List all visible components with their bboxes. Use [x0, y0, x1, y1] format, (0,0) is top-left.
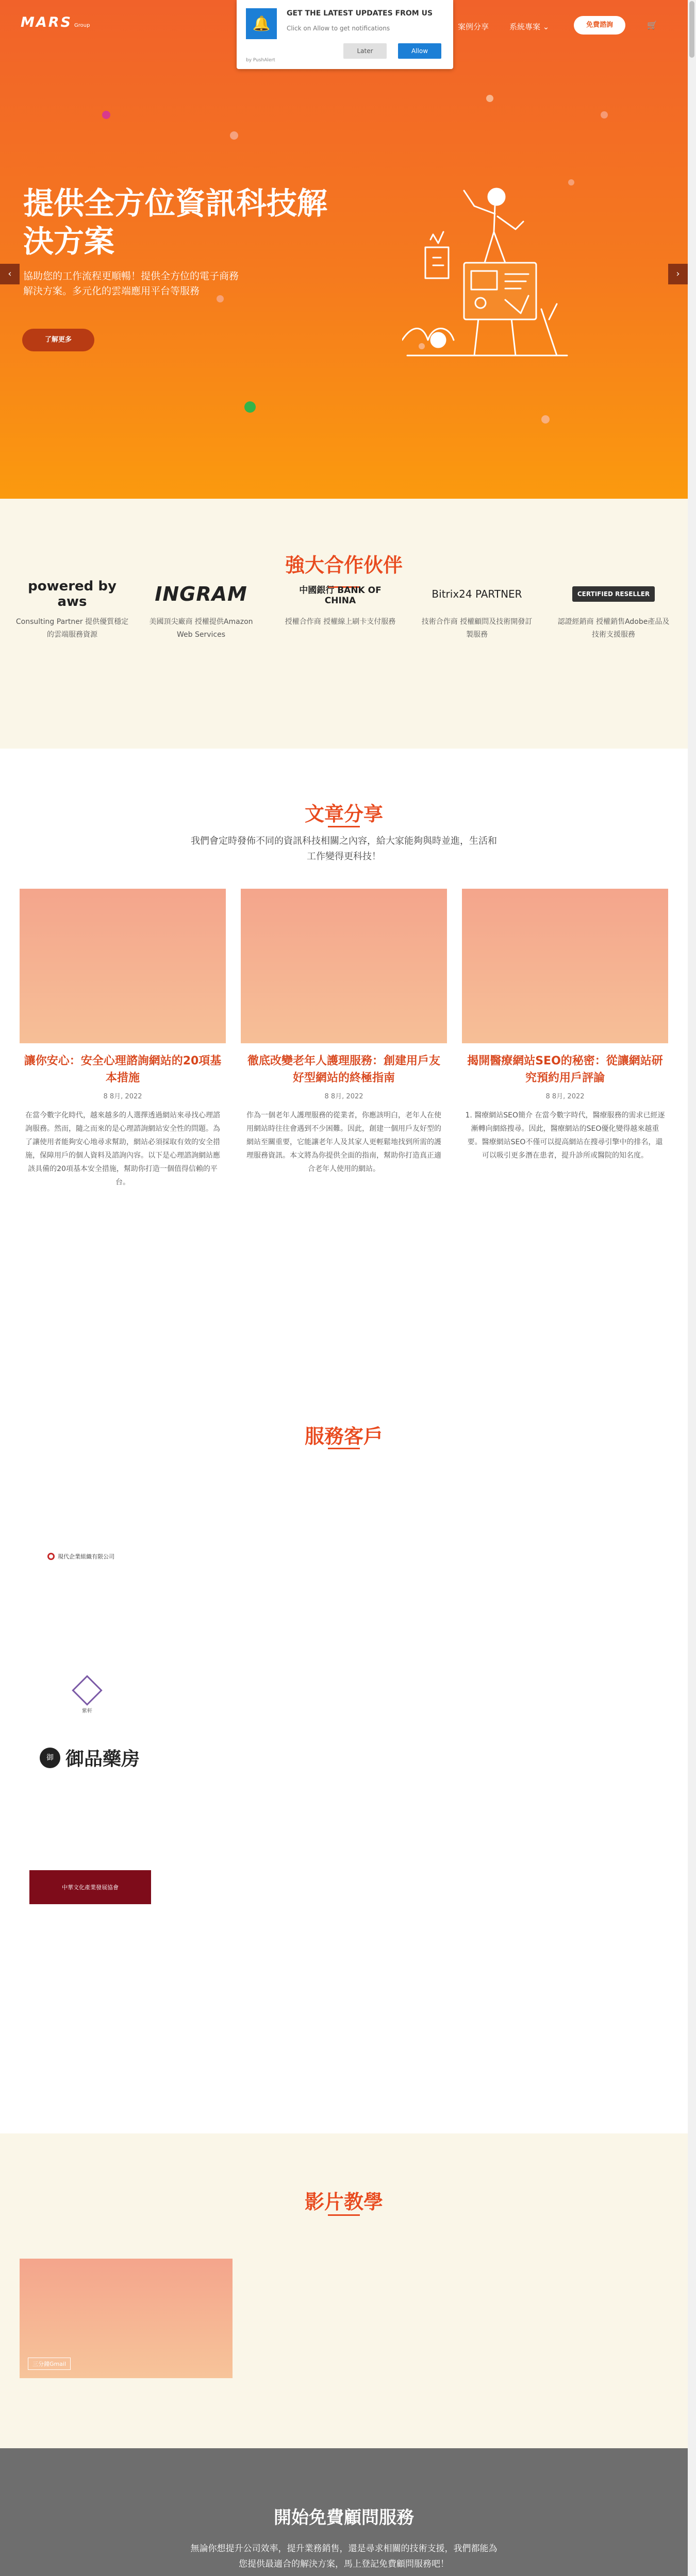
cta-text: 無論你想提升公司效率，提升業務銷售，還是尋求相關的技術支援，我們都能為您提供最適合的解決方案，馬上登記免費顧問服務吧！	[190, 2544, 498, 2569]
article-title[interactable]: 揭開醫療網站SEO的秘密：從讓網站研究預約用戶評論	[467, 1055, 663, 1084]
bell-icon: 🔔	[246, 8, 277, 39]
decor-dot	[601, 111, 608, 118]
partner-text: 美國頂尖廠商 授權提供Amazon Web Services	[149, 618, 253, 639]
video-thumbnail[interactable]	[20, 2259, 233, 2378]
partner-ingram	[144, 579, 258, 641]
video-title: 影片教學	[304, 2191, 383, 2213]
article-date: 8 8月, 2022	[324, 1093, 363, 1100]
decor-dot	[486, 95, 493, 102]
partner-text: 認證經銷商 授權銷售Adobe產品及技術支援服務	[557, 618, 670, 639]
partner-adobe	[557, 579, 670, 641]
partner-text: 授權合作商 授權線上刷卡支付服務	[285, 618, 396, 626]
page-scrollbar[interactable]	[688, 0, 696, 2576]
articles-title: 文章分享	[304, 803, 383, 825]
title-underline	[328, 2214, 360, 2216]
allow-button[interactable]: Allow	[398, 43, 441, 59]
partner-bitrix	[420, 579, 534, 641]
hero-subtitle: 協助您的工作流程更順暢！提供全方位的電子商務解決方案。多元化的雲端應用平台等服務	[23, 270, 239, 297]
partner-boc	[284, 579, 397, 629]
client-logo-1: 現代企業組織有限公司	[47, 1552, 114, 1561]
article-title[interactable]: 讓你安心：安全心理諮詢網站的20項基本措施	[24, 1055, 222, 1084]
article-image[interactable]	[462, 889, 668, 1043]
article-image[interactable]	[241, 889, 447, 1043]
notification-popup	[237, 0, 453, 69]
clients-title: 服務客戶	[304, 1425, 383, 1448]
article-date: 8 8月, 2022	[103, 1093, 142, 1100]
title-underline	[328, 1448, 360, 1449]
decor-dot	[230, 131, 238, 140]
partners-section	[0, 499, 688, 749]
popup-credit: by PushAlert	[246, 58, 275, 63]
learn-more-button[interactable]: 了解更多	[22, 329, 94, 351]
bitrix-logo: Bitrix24 PARTNER	[432, 588, 522, 600]
logo[interactable]: MARS Group	[21, 14, 90, 30]
hero-section	[0, 0, 688, 499]
client-logo-2: 紫軒	[76, 1680, 98, 1714]
article-excerpt: 1. 醫療網站SEO簡介 在當今數字時代，醫療服務的需求已經逐漸轉向網絡搜尋。因此，醫療網站的SEO優化變得越來越重要。醫療網站SEO不僅可以提高網站在搜尋引擎中的排名，還可以吸引更多潛在患者，提升診所或醫院的知名度。	[465, 1111, 665, 1160]
hero-illustration	[402, 185, 572, 361]
partner-aws	[15, 579, 129, 641]
video-label: 三分鐘Gmail	[28, 2358, 71, 2370]
article-title[interactable]: 徹底改變老年人護理服務：創建用戶友好型網站的終極指南	[247, 1055, 440, 1084]
cta-section	[0, 2448, 688, 2576]
clients-section	[0, 1387, 688, 2133]
cta-title: 開始免費顧問服務	[274, 2507, 414, 2528]
title-underline	[328, 826, 360, 827]
partner-text: 技術合作商 授權顧問及技術開發訂製服務	[421, 618, 533, 639]
nav-item-projects[interactable]: 系統專案 ⌄	[509, 22, 550, 31]
partners-title: 強大合作伙伴	[285, 554, 403, 577]
hero-title: 提供全方位資訊科技解決方案	[23, 185, 328, 259]
nav-item-cases[interactable]: 案例分享	[458, 22, 489, 31]
decor-dot	[102, 111, 110, 119]
aws-logo: powered by aws	[28, 579, 117, 609]
decor-dot	[244, 401, 256, 413]
article-card[interactable]	[462, 889, 668, 1162]
popup-subtitle: Click on Allow to get notifications	[287, 25, 390, 32]
later-button[interactable]: Later	[343, 43, 387, 59]
articles-section	[0, 749, 688, 1387]
client-logo-4: 中華文化產業發展協會	[29, 1870, 151, 1904]
slider-prev-arrow[interactable]: ‹	[0, 264, 20, 284]
popup-title: GET THE LATEST UPDATES FROM US	[287, 9, 433, 18]
decor-dot	[568, 179, 574, 185]
article-excerpt: 作為一個老年人護理服務的從業者，你應該明白，老年人在使用網站時往往會遇到不少困難。因此，創建一個用戶友好型的網站至關重要，它能讓老年人及其家人更輕鬆地找到所需的護理服務資訊。本文將為你提供全面的指南，幫助你打造真正適合老年人使用的網站。	[246, 1111, 441, 1173]
article-card[interactable]	[20, 889, 226, 1189]
adobe-reseller-logo: CERTIFIED RESELLER	[557, 579, 670, 609]
video-section	[0, 2133, 688, 2448]
articles-intro: 我們會定時發佈不同的資訊科技相關之內容，給大家能夠與時並進，生活和工作變得更科技！	[191, 836, 497, 862]
cart-icon[interactable]: 🛒	[647, 20, 657, 30]
article-date: 8 8月, 2022	[545, 1093, 585, 1100]
slider-next-arrow[interactable]: ›	[668, 264, 688, 284]
scrollbar-thumb[interactable]	[689, 1, 694, 58]
article-excerpt: 在當今數字化時代，越來越多的人選擇透過網站來尋找心理諮詢服務。然而，隨之而來的是心理諮詢網站安全性的問題。為了讓使用者能夠安心地尋求幫助，網站必須採取有效的安全措施，保障用戶的個人資料及諮詢內容。以下是心理諮詢網站應該具備的20項基本安全措施，幫助你打造一個值得信賴的平台。	[25, 1111, 220, 1187]
decor-dot	[541, 415, 550, 423]
article-card[interactable]	[241, 889, 447, 1176]
partner-text: Consulting Partner 提供優質穩定的雲端服務資源	[15, 618, 129, 639]
ingram-logo: INGRAM	[155, 583, 247, 605]
free-consult-button[interactable]: 免費諮詢	[574, 16, 625, 35]
article-image[interactable]	[20, 889, 226, 1043]
boc-logo: 中國銀行 BANK OF CHINA	[299, 585, 382, 606]
client-logo-3: 御 御品藥房	[40, 1744, 140, 1771]
